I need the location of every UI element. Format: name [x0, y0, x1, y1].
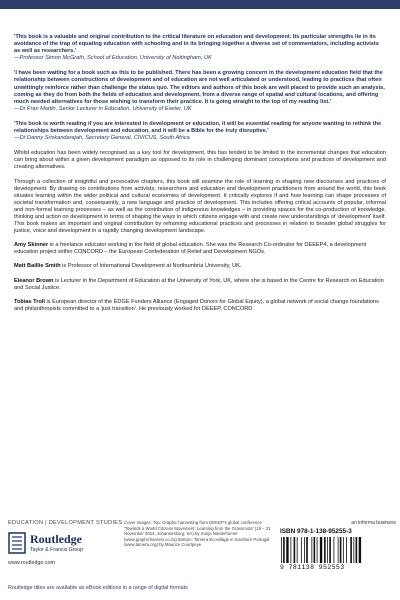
top-color-bar: [0, 0, 400, 9]
publisher-subtitle: Taylor & Francis Group: [30, 547, 84, 553]
endorsement-quote: [14, 34, 386, 62]
author-bio: [14, 242, 386, 256]
author-bio-text: is Lecturer in the Department of Education at the University of York, UK, where she is based in the Centre for Research on Education and Social Justice.: [14, 277, 384, 291]
isbn-number: ISBN 978-1-138-95255-3: [280, 528, 352, 535]
author-bio: [14, 263, 386, 270]
author-bio-text: is European director of the EDGE Funders Alliance (Engaged Donors for Global Equity), a global network of social change foundations and philanthropists committed to a 'just transition'. He previously worked for DEEEP, CONCORD.: [14, 298, 379, 312]
quote-text: 'This book is worth reading if you are interested in development or education, it will be essential reading for anyone wanting to rethink the relationships between development and education, and it will be a Bible for the truly disruptive.': [14, 120, 382, 135]
cover-image-credits: Cover images: Top: Graphic harvesting from DEEEP's global conference 'Towards a World Citizens Movement: Learning from the Grassroots' (19 – 21 November 2014, Johannesburg, SA) by Sonja Niederhumer (www.graphicharvest.co.za) Bottom: Tamera Ecovillage in Southern Portugal (www.tamera.org) by Maurice Courtpeye: [124, 520, 271, 547]
routledge-logo-icon: [8, 532, 26, 554]
publisher-logo: [8, 530, 118, 566]
author-name: Eleanor Brown: [14, 277, 54, 284]
author-bio: [14, 299, 386, 313]
quote-attribution: —Dr Fran Martin, Senior Lecturer in Education, University of Exeter, UK: [14, 105, 192, 112]
author-name: Amy Skinner: [14, 242, 49, 249]
author-bio: [14, 278, 386, 292]
author-name: Tobias Troll: [14, 298, 45, 305]
barcode-digits: 9 781138 952553: [280, 564, 345, 571]
author-bio-text: is a freelance educator working in the field of global education. She was the Research Co-ordinator for DEEEP4, a development education project within CONCORD – the European Confederation of Relief and Development NGOs.: [14, 242, 367, 256]
back-cover-content: [14, 34, 386, 320]
barcode-icon: [280, 537, 392, 563]
quote-text: 'This book is a valuable and original contribution to the critical literature on education and development. Its particular strengths lie in its avoidance of the trap of equating education with schooling and in its bringing together a diverse set of commentators, including activists as well as researchers.': [14, 34, 379, 55]
isbn-barcode-box: [276, 528, 396, 572]
endorsement-quote: [14, 121, 386, 142]
quote-text: 'I have been waiting for a book such as this to be published. There has been a growing concern in the development education field that the relationship between constructions of development and of education are not well articulated or understood, leading to practices that often unwittingly reinforce rather than challenge the status quo. The editors and authors of this book are well placed to provide such an analysis, coming as they do from both the fields of education and development, from a diverse range of spatial and cultural locations, and offering much needed alternatives for those wishing to transform their practice. It is going straight to the top of my reading list.': [14, 70, 385, 105]
informa-label: an informa business: [351, 520, 396, 526]
author-bio-text: is Professor of International Development at Northumbria University, UK.: [60, 263, 242, 270]
description-paragraph: Through a collection of insightful and provocative chapters, this book will examine the role of learning in shaping new discourses and practices of development. By drawing on contributions from activists, researchers and education and development practitioners from around the world, this book situates learning within the wider political and cultural economies of development. It critically explores if and how learning can shape processes of societal transformation and, consequently, a new language and practice of development. This includes offering critical accounts of popular, informal and non-formal learning processes – as well as the contribution of indigenous knowledges – in providing spaces for the co-production of knowledge, thinking and action on development in terms of shaping the ways in which citizens engage with and create new understandings of 'development' itself. This book makes an important and original contribution by reframing educational practices and processes in relation to broader global struggles for justice, voice and development in a rapidly changing development landscape.: [14, 178, 386, 235]
description-paragraph: Whilst education has been widely recognised as a key tool for development, this has tended to be limited to the incremental changes that education can bring about within a given development paradigm as opposed to its role in challenging dominant conceptions and practices of development and creating alternatives.: [14, 150, 386, 171]
quote-attribution: —Dr Danny Sriskandarajah, Secretary General, CIVICUS, South Africa: [14, 135, 190, 142]
quote-attribution: —Professor Simon McGrath, School of Education, University of Nottingham, UK: [14, 55, 212, 62]
author-name: Matt Baillie Smith: [14, 263, 61, 270]
series-label: EDUCATION | DEVELOPMENT STUDIES: [8, 520, 123, 526]
ebook-note: Routledge titles are available as eBook editions in a range of digital formats: [8, 585, 188, 591]
endorsement-quote: [14, 70, 386, 113]
publisher-website: www.routledge.com: [8, 560, 56, 566]
publisher-name: Routledge: [30, 532, 82, 546]
